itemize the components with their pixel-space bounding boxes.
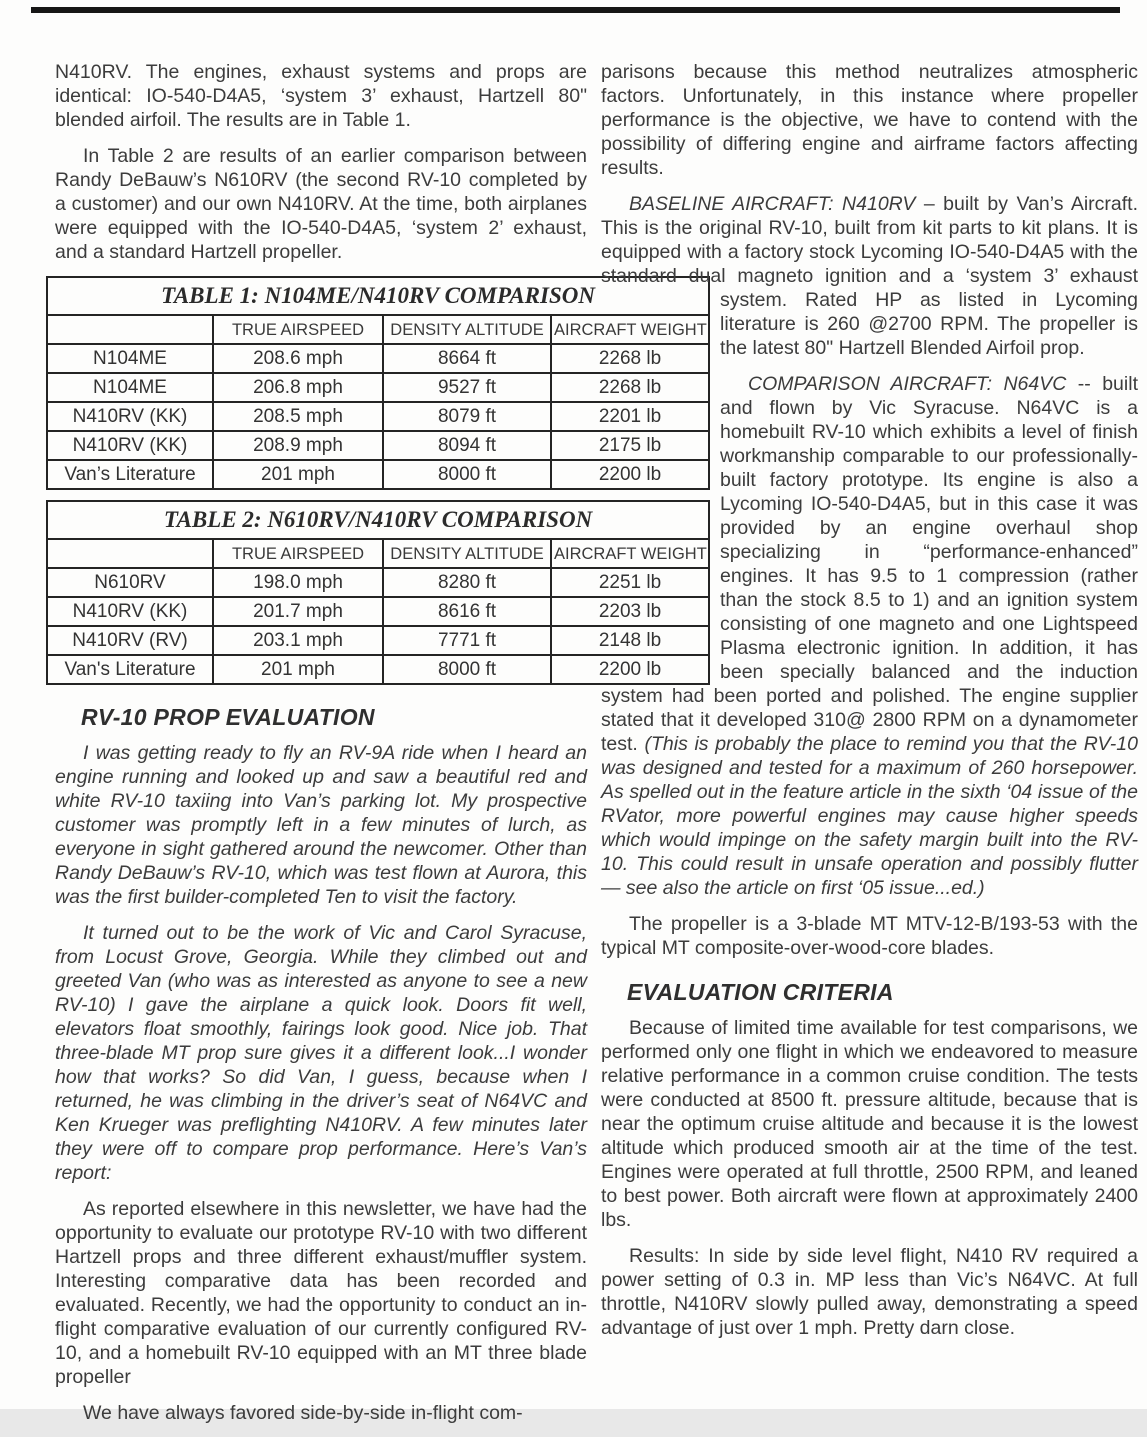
table-cell: 2201 lb: [551, 402, 709, 431]
table-cell: N610RV: [47, 568, 213, 597]
table-cell: 201 mph: [213, 655, 383, 684]
table-cell: 208.9 mph: [213, 431, 383, 460]
wrap-spacer-table-intrusion: [601, 300, 720, 670]
para-as-reported: As reported elsewhere in this newsletter, we have had the opportunity to evaluate our prototype RV-10 with two different Hartzell props and three different exhaust/muffler system. Interesting comparative data has been recorded and evaluated. Recently, we had the opportunity to conduct an in-flight comparative evaluation of our currently configured RV-10, and a homebuilt RV-10 equipped with an MT three blade propeller: [55, 1198, 587, 1388]
table-cell: N410RV (RV): [47, 626, 213, 655]
table-cell: N410RV (KK): [47, 431, 213, 460]
table-header-aircraft-weight: AIRCRAFT WEIGHT: [551, 539, 709, 568]
table-cell: 9527 ft: [383, 373, 551, 402]
table-cell: 201 mph: [213, 460, 383, 489]
table-cell: 206.8 mph: [213, 373, 383, 402]
table-cell: 2268 lb: [551, 344, 709, 373]
table-cell: 203.1 mph: [213, 626, 383, 655]
para-first-person-account-1: I was getting ready to fly an RV-9A ride when I heard an engine running and looked up and saw a beautiful red and white RV-10 taxiing into Van’s parking lot. My prospective customer was promptly left in a few minutes of lurch, as everyone in sight gathered around the newcomer. Other than Randy DeBauw’s RV-10, which was test flown at Aurora, this was the first builder-completed Ten to visit the factory.: [55, 742, 587, 908]
table-cell: 8079 ft: [383, 402, 551, 431]
table-header-density-altitude: DENSITY ALTITUDE: [383, 539, 551, 568]
table-1-title: TABLE 1: N104ME/N410RV COMPARISON: [47, 277, 709, 315]
editor-note: (This is probably the place to remind you that the RV-10 was designed and tested for a maximum of 260 horsepower. As spelled out in the feature article in the sixth ‘04 issue of the RVator, more powerful engines may cause higher speeds which would impinge on the safety margin built into the RV-10. This could result in unsafe operation and possibly flutter — see also the article on first ‘05 issue...ed.): [601, 733, 1138, 899]
comparison-aircraft-lead: COMPARISON AIRCRAFT: N64VC: [748, 373, 1067, 395]
baseline-aircraft-lead: BASELINE AIRCRAFT: N410RV: [629, 193, 916, 215]
para-table2-intro: In Table 2 are results of an earlier comparison between Randy DeBauw’s N610RV (the second RV-10 completed by a customer) and our own N410RV. At the time, both airplanes were equipped with the IO-540-D4A5, ‘system 2’ exhaust, and a standard Hartzell propeller.: [55, 145, 587, 263]
table-header-aircraft-weight: AIRCRAFT WEIGHT: [551, 315, 709, 344]
table-cell: 8000 ft: [383, 460, 551, 489]
table-cell: 2148 lb: [551, 626, 709, 655]
table-header-density-altitude: DENSITY ALTITUDE: [383, 315, 551, 344]
table-header-cell: [47, 315, 213, 344]
table-cell: 2251 lb: [551, 568, 709, 597]
table-cell: 2175 lb: [551, 431, 709, 460]
table-header-true-airspeed: TRUE AIRSPEED: [213, 539, 383, 568]
para-results: Results: In side by side level flight, N410 RV required a power setting of 0.3 in. MP less than Vic’s N64VC. At full throttle, N410RV slowly pulled away, demonstrating a speed advantage of just over 1 mph. Pretty darn close.: [601, 1245, 1138, 1339]
table-cell: 2200 lb: [551, 655, 709, 684]
table-cell: 201.7 mph: [213, 597, 383, 626]
table-cell: N410RV (KK): [47, 402, 213, 431]
table-cell: 8616 ft: [383, 597, 551, 626]
section-heading-evaluation-criteria: EVALUATION CRITERIA: [627, 979, 894, 1005]
para-engines-identical: N410RV. The engines, exhaust systems and props are identical: IO-540-D4A5, ‘system 3’ exhaust, Hartzell 80" blended airfoil. The results are in Table 1.: [55, 61, 587, 131]
table-header-cell: [47, 539, 213, 568]
table-cell: 8000 ft: [383, 655, 551, 684]
table-cell: N104ME: [47, 373, 213, 402]
para-propeller-spec: The propeller is a 3-blade MT MTV-12-B/193-53 with the typical MT composite-over-wood-core blades.: [601, 913, 1138, 959]
table-cell: N410RV (KK): [47, 597, 213, 626]
left-column: [55, 60, 707, 1437]
table-cell: 8094 ft: [383, 431, 551, 460]
table-cell: 208.5 mph: [213, 402, 383, 431]
table-cell: 2268 lb: [551, 373, 709, 402]
table-cell: 2203 lb: [551, 597, 709, 626]
table-cell: Van’s Literature: [47, 460, 213, 489]
comparison-aircraft-text: -- built and flown by Vic Syracuse. N64VC is a homebuilt RV-10 which exhibits a level of finish workmanship comparable to our professionally-built factory prototype. Its engine is also a Lycoming IO-540-D4A5, but in this case it was provided by an engine overhaul shop specializing in “performance-enhanced” engines. It has 9.5 to 1 compression (rather than the stock 8.5 to 1) and an ignition system consisting of one magneto and one Lightspeed Plasma electronic ignition. In addition, it has been specially balanced and the induction system had been ported and polished. The engine supplier stated that it developed 310@ 2800 RPM on a dynamometer test.: [601, 373, 1138, 755]
table-cell: 198.0 mph: [213, 568, 383, 597]
table-header-true-airspeed: TRUE AIRSPEED: [213, 315, 383, 344]
table-cell: Van's Literature: [47, 655, 213, 684]
section-heading-rv10-prop-evaluation: RV-10 PROP EVALUATION: [81, 704, 375, 730]
para-first-person-account-2: It turned out to be the work of Vic and Carol Syracuse, from Locust Grove, Georgia. While they climbed out and greeted Van (who was as interested as anyone to see a new RV-10) I gave the airplane a quick look. Doors fit well, elevators float smoothly, fairings look good. Nice job. That three-blade MT prop sure gives it a different look...I wonder how that works? So did Van, I guess, because when I returned, he was climbing in the driver’s seat of N64VC and Ken Krueger was preflighting N410RV. A few minutes later they were off to compare prop performance. Here’s Van’s report:: [55, 922, 587, 1184]
table-cell: N104ME: [47, 344, 213, 373]
para-comparisons-continuation: parisons because this method neutralizes atmospheric factors. Unfortunately, in this instance where propeller performance is the objective, we have to contend with the possibility of differing engine and airframe factors affecting results.: [601, 61, 1138, 179]
para-side-by-side: We have always favored side-by-side in-flight com-: [83, 1402, 523, 1424]
baseline-aircraft-text: – built by Van’s Aircraft. This is the original RV-10, built from kit parts to kit plans. It is equipped with a factory stock Lycoming IO-540-D4A5 with the standard dual magneto ignition and a ‘system 3’ exhaust system. Rated HP as listed in Lycoming literature is 260 @2700 RPM. The propeller is the latest 80" Hartzell Blended Airfoil prop.: [601, 193, 1138, 359]
right-column: [601, 60, 1138, 1352]
table-cell: 208.6 mph: [213, 344, 383, 373]
para-evaluation-criteria: Because of limited time available for test comparisons, we performed only one flight in which we endeavored to measure relative performance in a common cruise condition. The tests were conducted at 8500 ft. pressure altitude, because that is near the optimum cruise altitude and because it is the lowest altitude which produced smooth air at the time of the test. Engines were operated at full throttle, 2500 RPM, and leaned to best power. Both aircraft were flown at approximately 2400 lbs.: [601, 1017, 1138, 1231]
top-rule-divider: [31, 7, 1120, 13]
table-cell: 8664 ft: [383, 344, 551, 373]
table-2-title: TABLE 2: N610RV/N410RV COMPARISON: [47, 501, 709, 539]
table-cell: 2200 lb: [551, 460, 709, 489]
table-cell: 7771 ft: [383, 626, 551, 655]
table-cell: 8280 ft: [383, 568, 551, 597]
